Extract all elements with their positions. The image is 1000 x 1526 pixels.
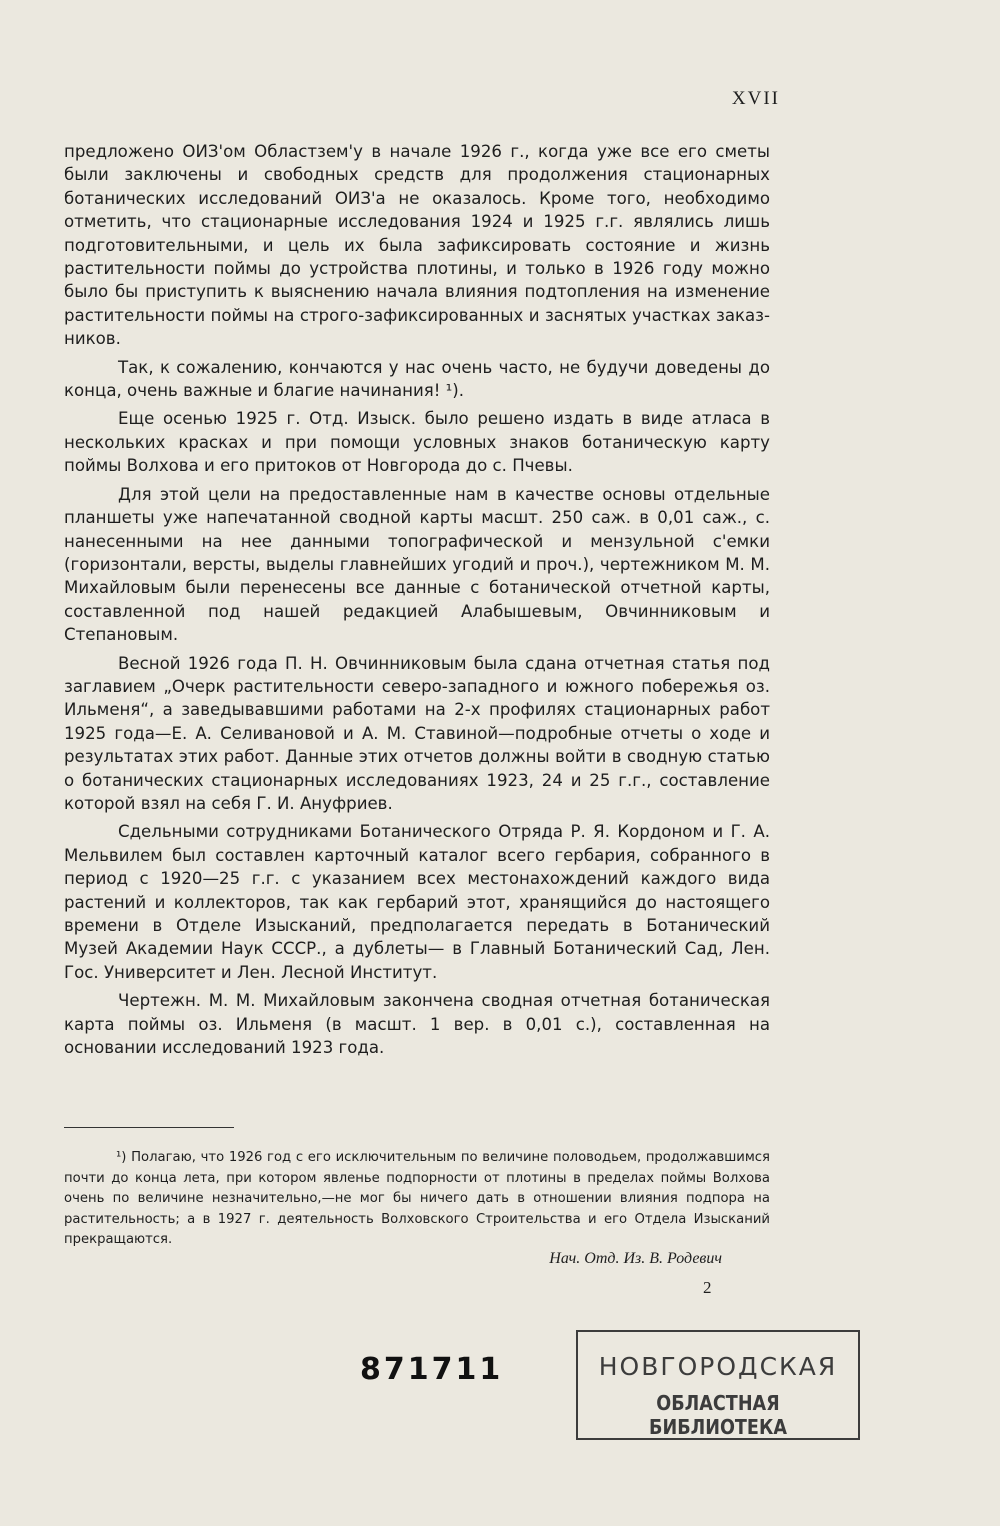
stamp-line-1: НОВГОРОДСКАЯ — [598, 1352, 838, 1381]
paragraph: Сдельными сотрудниками Ботанического Отряда Р. Я. Кордоном и Г. А. Мельвилем был составлен карточный каталог всего гербария, собранного в период с 1920—25 г.г. с указанием всех местонахождений каждого вида растений и коллекторов, так как гербарий этот, хранящийся до настоящего времени в Отделе Изысканий, предполагается передать в Ботанический Музей Академии Наук СССР., а дублеты— в Главный Ботанический Сад, Лен. Гос. Университет и Лен. Лесной Институт. — [64, 822, 770, 982]
inventory-number: 871711 — [360, 1352, 504, 1387]
page-number: XVII — [731, 88, 780, 109]
paragraph: Чертежн. М. М. Михайловым закончена сводная отчетная ботаническая карта поймы оз. Ильменя (в масшт. 1 вер. в 0,01 с.), составленная на основании исследований 1923 года. — [64, 991, 770, 1058]
footnote-divider — [64, 1127, 234, 1128]
paragraph: Для этой цели на предоставленные нам в качестве основы отдельные планшеты уже напечатанной сводной карты масшт. 250 саж. в 0,01 саж., с. нанесенными на нее данными топографической и мензульной с'емки (горизонтали, версты, выделы главнейших угодий и проч.), чертежником М. М. Михайловым были перенесены все данные с ботанической отчетной карты, составленной под нашей редакцией Алабышевым, Овчинниковым и Степановым. — [64, 484, 770, 645]
stamp-line-2: ОБЛАСТНАЯ БИБЛИОТЕКА — [649, 1391, 787, 1439]
sheet-number: 2 — [703, 1278, 712, 1297]
paragraph: Весной 1926 года П. Н. Овчинниковым была сдана отчетная статья под заглавием „Очерк растительности северо-западного и южного побережья оз. Ильменя“, а заведывавшими работами на 2-х профилях стационарных работ 1925 года—Е. А. Селивановой и А. М. Ставиной—подробные отчеты о ходе и результатах этих работ. Данные этих отчетов должны войти в сводную статью о ботанических стационарных исследованиях 1923, 24 и 25 г.г., составление которой взял на себя Г. И. Ануфриев. — [64, 653, 770, 813]
footnote-text: ¹) Полагаю, что 1926 год с его исключительным по величине половодьем, продолжавшимся почти до конца лета, при котором явленье подпорности от плотины в пределах поймы Волхова очень по величине незначительно,—не мог бы ничего дать в отношении влияния подпора на растительность; а в 1927 г. деятельность Волховского Строительства и его Отдела Изысканий прекращаются. — [64, 1150, 770, 1247]
library-stamp — [576, 1330, 860, 1440]
paragraph: предложено ОИЗ'ом Областзем'у в начале 1926 г., когда уже все его сметы были заключены и свободных средств для продолжения стационарных ботанических исследований ОИЗ'а не оказалось. Кроме того, необходимо отметить, что стационарные исследования 1924 и 1925 г.г. являлись лишь подготовительными, и цель их была зафиксировать состояние и жизнь растительности поймы до устройства плотины, и только в 1926 году можно было бы приступить к выяснению начала влияния подтопления на изменение растительности поймы на строго-зафиксированных и заснятых участках заказников. — [64, 142, 770, 349]
signature: Нач. Отд. Из. В. Родевич — [549, 1250, 722, 1267]
paragraph: Еще осенью 1925 г. Отд. Изыск. было решено издать в виде атласа в нескольких красках и при помощи условных знаков ботаническую карту поймы Волхова и его притоков от Новгорода до с. Пчевы. — [64, 409, 770, 476]
footnote — [64, 1148, 770, 1251]
paragraph: Так, к сожалению, кончаются у нас очень часто, не будучи доведены до конца, очень важные и благие начинания! ¹). — [64, 357, 770, 401]
body-text — [64, 140, 770, 1064]
